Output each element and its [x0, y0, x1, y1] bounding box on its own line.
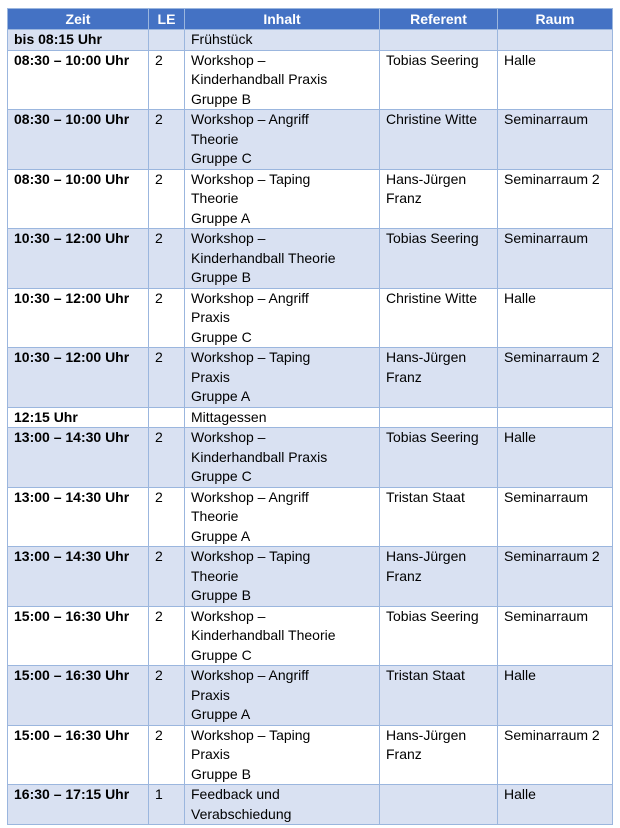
- table-row: [8, 428, 613, 488]
- cell-zeit: 10:30 – 12:00 Uhr: [8, 229, 149, 289]
- cell-le: 2: [149, 666, 185, 726]
- table-row: [8, 407, 613, 428]
- inhalt-line: Gruppe C: [191, 328, 252, 345]
- cell-referent: [380, 30, 498, 51]
- inhalt-line: Gruppe C: [191, 646, 252, 663]
- inhalt-line: Gruppe B: [191, 90, 251, 107]
- cell-inhalt: [185, 348, 380, 408]
- header-inhalt: Inhalt: [185, 9, 380, 30]
- table-row: [8, 666, 613, 726]
- cell-le: 2: [149, 169, 185, 229]
- table-row: [8, 169, 613, 229]
- cell-inhalt: [185, 547, 380, 607]
- cell-raum: Halle: [498, 50, 613, 110]
- cell-inhalt: [185, 30, 380, 51]
- cell-referent: [380, 407, 498, 428]
- cell-referent: [380, 547, 498, 607]
- inhalt-line: Gruppe B: [191, 765, 251, 782]
- inhalt-line: Verabschiedung: [191, 805, 292, 822]
- inhalt-line: Gruppe A: [191, 388, 251, 404]
- inhalt-line: Mittagessen: [191, 408, 267, 425]
- inhalt-line: Workshop – Angriff: [191, 289, 309, 306]
- cell-raum: Seminarraum: [498, 606, 613, 666]
- cell-raum: Seminarraum: [498, 110, 613, 170]
- inhalt-line: Workshop – Taping: [191, 726, 311, 743]
- cell-referent: [380, 725, 498, 785]
- inhalt-line: Workshop – Angriff: [191, 488, 309, 505]
- inhalt-line: Workshop – Angriff: [191, 667, 309, 683]
- cell-referent: [380, 229, 498, 289]
- inhalt-line: Gruppe B: [191, 587, 251, 603]
- cell-referent: [380, 110, 498, 170]
- referent-line: Franz: [386, 746, 422, 762]
- inhalt-line: Praxis: [191, 309, 230, 325]
- cell-zeit: 13:00 – 14:30 Uhr: [8, 547, 149, 607]
- inhalt-line: Praxis: [191, 368, 230, 385]
- cell-le: [149, 30, 185, 51]
- inhalt-line: Feedback und: [191, 786, 280, 802]
- cell-referent: [380, 348, 498, 408]
- cell-zeit: 10:30 – 12:00 Uhr: [8, 348, 149, 408]
- inhalt-line: Kinderhandball Theorie: [191, 249, 336, 266]
- cell-zeit: 08:30 – 10:00 Uhr: [8, 50, 149, 110]
- inhalt-line: Theorie: [191, 567, 239, 584]
- cell-raum: Halle: [498, 785, 613, 825]
- referent-line: Franz: [386, 190, 422, 206]
- inhalt-line: Theorie: [191, 508, 239, 524]
- cell-raum: Halle: [498, 428, 613, 488]
- cell-inhalt: [185, 288, 380, 348]
- cell-referent: [380, 428, 498, 488]
- cell-le: 2: [149, 487, 185, 547]
- cell-inhalt: [185, 428, 380, 488]
- inhalt-line: Workshop – Taping: [191, 170, 311, 187]
- inhalt-line: Workshop –: [191, 230, 266, 246]
- cell-zeit: 15:00 – 16:30 Uhr: [8, 666, 149, 726]
- inhalt-line: Praxis: [191, 746, 230, 762]
- cell-referent: [380, 169, 498, 229]
- referent-line: Hans-Jürgen: [386, 726, 467, 743]
- referent-line: Tobias Seering: [386, 51, 479, 68]
- inhalt-line: Theorie: [191, 130, 239, 147]
- cell-referent: [380, 606, 498, 666]
- inhalt-line: Gruppe B: [191, 269, 251, 285]
- cell-inhalt: [185, 407, 380, 428]
- inhalt-line: Kinderhandball Praxis: [191, 71, 328, 87]
- cell-le: [149, 407, 185, 428]
- referent-line: Tristan Staat: [386, 488, 465, 505]
- cell-zeit: 15:00 – 16:30 Uhr: [8, 606, 149, 666]
- header-zeit: Zeit: [8, 9, 149, 30]
- table-row: [8, 606, 613, 666]
- cell-inhalt: [185, 50, 380, 110]
- cell-referent: [380, 288, 498, 348]
- inhalt-line: Gruppe A: [191, 527, 251, 544]
- inhalt-line: Praxis: [191, 686, 230, 703]
- cell-raum: Seminarraum: [498, 229, 613, 289]
- inhalt-line: Gruppe C: [191, 150, 252, 166]
- cell-inhalt: [185, 169, 380, 229]
- cell-raum: Seminarraum 2: [498, 348, 613, 408]
- cell-inhalt: [185, 487, 380, 547]
- cell-le: 2: [149, 348, 185, 408]
- cell-inhalt: [185, 110, 380, 170]
- inhalt-line: Gruppe A: [191, 706, 251, 722]
- referent-line: Tristan Staat: [386, 667, 465, 683]
- cell-raum: Seminarraum: [498, 487, 613, 547]
- inhalt-line: Workshop –: [191, 607, 266, 624]
- cell-raum: Halle: [498, 666, 613, 726]
- table-row: [8, 725, 613, 785]
- cell-zeit: 08:30 – 10:00 Uhr: [8, 110, 149, 170]
- cell-le: 2: [149, 288, 185, 348]
- referent-line: Hans-Jürgen: [386, 548, 467, 564]
- cell-zeit: 08:30 – 10:00 Uhr: [8, 169, 149, 229]
- cell-le: 2: [149, 428, 185, 488]
- schedule-table: [7, 8, 613, 825]
- cell-inhalt: [185, 229, 380, 289]
- cell-raum: Seminarraum 2: [498, 547, 613, 607]
- cell-raum: [498, 30, 613, 51]
- cell-referent: [380, 785, 498, 825]
- cell-zeit: 13:00 – 14:30 Uhr: [8, 487, 149, 547]
- table-row: [8, 348, 613, 408]
- inhalt-line: Frühstück: [191, 31, 253, 47]
- referent-line: Tobias Seering: [386, 607, 479, 624]
- referent-line: Christine Witte: [386, 111, 478, 127]
- cell-zeit: 12:15 Uhr: [8, 407, 149, 428]
- table-row: [8, 110, 613, 170]
- cell-le: 2: [149, 110, 185, 170]
- cell-inhalt: [185, 666, 380, 726]
- cell-referent: [380, 666, 498, 726]
- cell-raum: Seminarraum 2: [498, 725, 613, 785]
- table-row: [8, 50, 613, 110]
- cell-raum: Seminarraum 2: [498, 169, 613, 229]
- header-raum: Raum: [498, 9, 613, 30]
- referent-line: Hans-Jürgen: [386, 349, 467, 365]
- cell-le: 2: [149, 229, 185, 289]
- cell-le: 2: [149, 725, 185, 785]
- inhalt-line: Gruppe A: [191, 209, 251, 226]
- cell-inhalt: [185, 785, 380, 825]
- cell-zeit: 10:30 – 12:00 Uhr: [8, 288, 149, 348]
- cell-zeit: 13:00 – 14:30 Uhr: [8, 428, 149, 488]
- referent-line: Hans-Jürgen: [386, 170, 467, 187]
- table-row: [8, 288, 613, 348]
- header-le: LE: [149, 9, 185, 30]
- inhalt-line: Workshop – Taping: [191, 349, 311, 365]
- inhalt-line: Workshop – Taping: [191, 548, 311, 564]
- cell-zeit: 15:00 – 16:30 Uhr: [8, 725, 149, 785]
- cell-le: 1: [149, 785, 185, 825]
- cell-inhalt: [185, 725, 380, 785]
- cell-le: 2: [149, 606, 185, 666]
- table-row: [8, 785, 613, 825]
- inhalt-line: Theorie: [191, 190, 239, 206]
- cell-raum: Halle: [498, 288, 613, 348]
- inhalt-line: Kinderhandball Theorie: [191, 627, 336, 643]
- inhalt-line: Workshop –: [191, 429, 266, 445]
- referent-line: Franz: [386, 368, 422, 385]
- referent-line: Tobias Seering: [386, 429, 479, 445]
- inhalt-line: Gruppe C: [191, 468, 252, 484]
- cell-referent: [380, 487, 498, 547]
- inhalt-line: Kinderhandball Praxis: [191, 448, 328, 465]
- table-row: [8, 547, 613, 607]
- referent-line: Tobias Seering: [386, 230, 479, 246]
- cell-inhalt: [185, 606, 380, 666]
- referent-line: Franz: [386, 567, 422, 584]
- header-row: [8, 9, 613, 30]
- table-row: [8, 30, 613, 51]
- cell-le: 2: [149, 547, 185, 607]
- cell-raum: [498, 407, 613, 428]
- cell-zeit: 16:30 – 17:15 Uhr: [8, 785, 149, 825]
- inhalt-line: Workshop –: [191, 51, 266, 68]
- header-referent: Referent: [380, 9, 498, 30]
- referent-line: Christine Witte: [386, 289, 478, 306]
- cell-referent: [380, 50, 498, 110]
- cell-zeit: bis 08:15 Uhr: [8, 30, 149, 51]
- cell-le: 2: [149, 50, 185, 110]
- table-row: [8, 487, 613, 547]
- table-row: [8, 229, 613, 289]
- inhalt-line: Workshop – Angriff: [191, 111, 309, 127]
